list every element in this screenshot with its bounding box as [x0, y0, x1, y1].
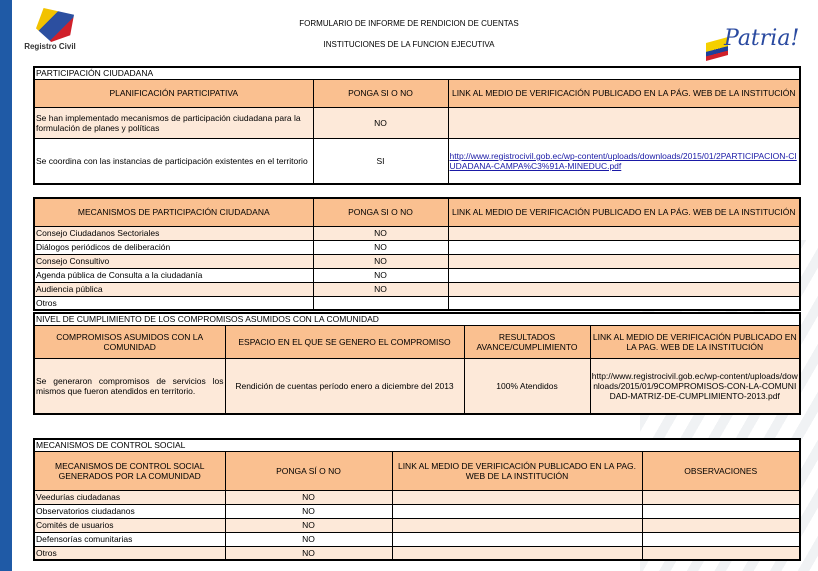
row-label: Observatorios ciudadanos	[34, 504, 225, 518]
column-header: LINK AL MEDIO DE VERIFICACIÓN PUBLICADO EN LA PAG. WEB DE LA INSTITUCIÓN	[590, 325, 800, 358]
row-label: Otros	[34, 546, 225, 560]
row-label: Veedurías ciudadanas	[34, 490, 225, 504]
column-header: LINK AL MEDIO DE VERIFICACIÓN PUBLICADO EN LA PÁG. WEB DE LA INSTITUCIÓN	[448, 79, 800, 107]
column-header: MECANISMOS DE CONTROL SOCIAL GENERADOS POR LA COMUNIDAD	[34, 451, 225, 490]
column-header: PONGA SÍ O NO	[225, 451, 392, 490]
row-value: NO	[313, 254, 448, 268]
column-header: LINK AL MEDIO DE VERIFICACIÓN PUBLICADO EN LA PAG. WEB DE LA INSTITUCIÓN	[392, 451, 642, 490]
row-label: Consejo Ciudadanos Sectoriales	[34, 226, 313, 240]
table-row	[34, 254, 800, 268]
row-label: Consejo Consultivo	[34, 254, 313, 268]
table-row	[34, 107, 800, 138]
row-value: NO	[225, 532, 392, 546]
column-header: PONGA SI O NO	[313, 79, 448, 107]
row-value: SI	[313, 138, 448, 184]
verification-link[interactable]: http://www.registrocivil.gob.ec/wp-content/uploads/downloads/2015/01/2PARTICIPACION-CIUDADANA-CAMPA%C3%91A-MINEDUC.pdf	[449, 150, 797, 171]
section-title: MECANISMOS DE CONTROL SOCIAL	[34, 439, 800, 451]
row-value: NO	[225, 518, 392, 532]
table-row	[34, 532, 800, 546]
row-label: Comités de usuarios	[34, 518, 225, 532]
table-row	[34, 546, 800, 560]
column-header: RESULTADOS AVANCE/CUMPLIMIENTO	[464, 325, 590, 358]
column-header: COMPROMISOS ASUMIDOS CON LA COMUNIDAD	[34, 325, 225, 358]
table-row	[34, 490, 800, 504]
table-row	[34, 226, 800, 240]
control-social-table	[33, 438, 801, 561]
row-label: Audiencia pública	[34, 282, 313, 296]
mecanismos-table	[33, 197, 801, 311]
row-link	[448, 107, 800, 138]
row-value: NO	[313, 107, 448, 138]
column-header: LINK AL MEDIO DE VERIFICACIÓN PUBLICADO EN LA PÁG. WEB DE LA INSTITUCIÓN	[448, 198, 800, 226]
column-header: MECANISMOS DE PARTICIPACIÓN CIUDADANA	[34, 198, 313, 226]
table-row	[34, 296, 800, 310]
column-header: OBSERVACIONES	[642, 451, 800, 490]
table-row	[34, 518, 800, 532]
row-value: NO	[313, 268, 448, 282]
participacion-table	[33, 66, 801, 185]
row-value: NO	[313, 240, 448, 254]
column-header: PONGA SI O NO	[313, 198, 448, 226]
espacio-cell: Rendición de cuentas período enero a diciembre del 2013	[225, 358, 464, 414]
row-label: Se han implementado mecanismos de participación ciudadana para la formulación de planes y políticas	[34, 107, 313, 138]
row-label: Defensorías comunitarias	[34, 532, 225, 546]
table-row	[34, 138, 800, 184]
row-label: Se coordina con las instancias de participación existentes en el territorio	[34, 138, 313, 184]
row-label: Diálogos periódicos de deliberación	[34, 240, 313, 254]
row-label: Agenda pública de Consulta a la ciudadanía	[34, 268, 313, 282]
registro-civil-logo: Registro Civil	[20, 8, 80, 66]
page-subtitle: INSTITUCIONES DE LA FUNCION EJECUTIVA	[323, 40, 495, 49]
row-value: NO	[225, 490, 392, 504]
compromiso-cell: Se generaron compromisos de servicios los mismos que fueron atendidos en territorio.	[34, 358, 225, 414]
row-label: Otros	[34, 296, 313, 310]
row-value: NO	[313, 226, 448, 240]
table-row	[34, 504, 800, 518]
table-row	[34, 268, 800, 282]
column-header: ESPACIO EN EL QUE SE GENERO EL COMPROMISO	[225, 325, 464, 358]
resultado-cell: 100% Atendidos	[464, 358, 590, 414]
patria-logo: Patria!	[706, 24, 778, 62]
column-header: PLANIFICACIÓN PARTICIPATIVA	[34, 79, 313, 107]
table-row	[34, 358, 800, 414]
row-value: NO	[313, 282, 448, 296]
section-title: PARTICIPACIÓN CIUDADANA	[34, 67, 800, 79]
cumplimiento-table	[33, 312, 801, 415]
page-title: FORMULARIO DE INFORME DE RENDICION DE CUENTAS	[299, 19, 519, 28]
table-row	[34, 240, 800, 254]
table-row	[34, 282, 800, 296]
row-value: NO	[225, 504, 392, 518]
side-bar	[0, 0, 12, 571]
section-title: NIVEL DE CUMPLIMIENTO DE LOS COMPROMISOS ASUMIDOS CON LA COMUNIDAD	[34, 313, 800, 325]
row-value	[313, 296, 448, 310]
verification-link[interactable]: http://www.registrocivil.gob.ec/wp-content/uploads/downloads/2015/01/9COMPROMISOS-CON-LA-COMUNIDAD-MATRIZ-DE-CUMPLIMIENTO-2013.pdf	[590, 358, 800, 414]
row-value: NO	[225, 546, 392, 560]
